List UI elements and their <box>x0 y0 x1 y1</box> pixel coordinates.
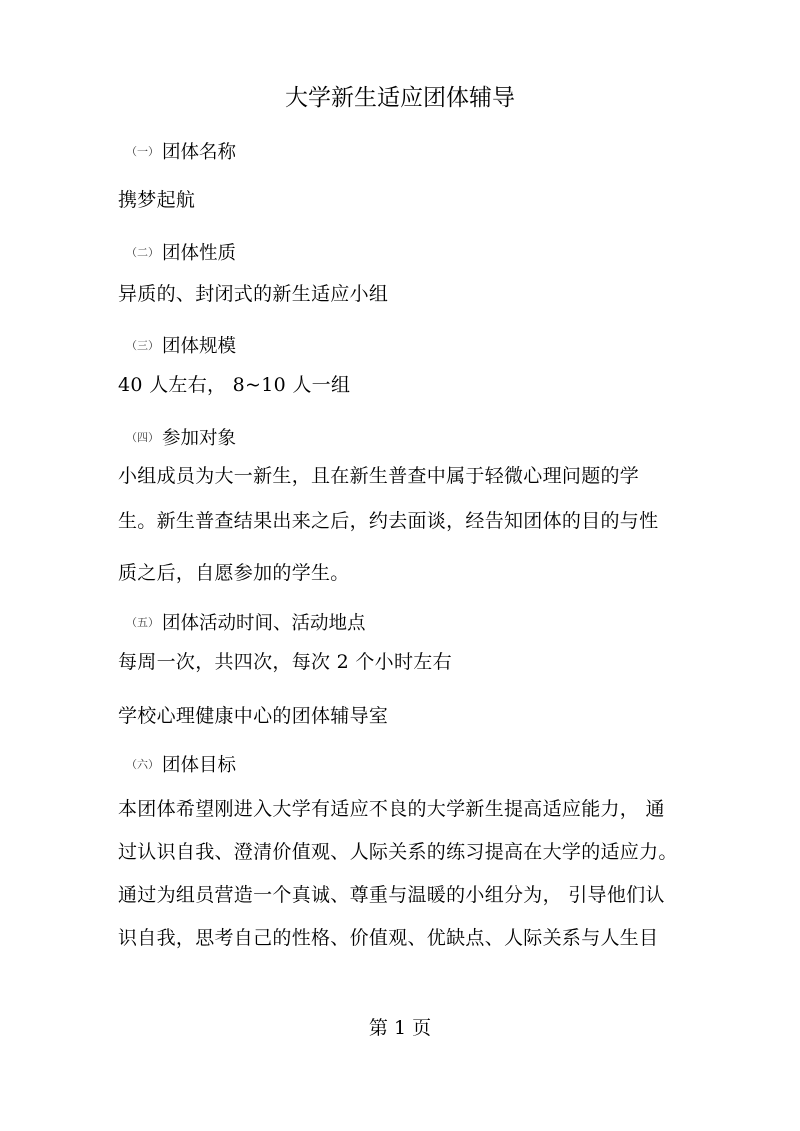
section-number: （二） <box>126 246 159 259</box>
section-text: 过认识自我、澄清价值观、人际关系的练习提高在大学的适应力。 <box>118 841 678 863</box>
section-text: 本团体希望刚进入大学有适应不良的大学新生提高适应能力， 通 <box>118 798 665 820</box>
section-title: 团体目标 <box>162 755 237 776</box>
section-title: 团体规模 <box>162 336 237 357</box>
section-text: 异质的、封闭式的新生适应小组 <box>118 283 389 305</box>
section-title: 团体性质 <box>162 243 237 264</box>
document-title: 大学新生适应团体辅导 <box>285 85 515 111</box>
section-number: （一） <box>126 145 159 158</box>
section-number: （六） <box>126 758 159 771</box>
section-title: 团体活动时间、活动地点 <box>162 613 366 634</box>
section-number: （五） <box>126 616 159 629</box>
section-title: 参加对象 <box>162 428 237 449</box>
section-text: 小组成员为大一新生，且在新生普查中属于轻微心理问题的学 <box>118 465 640 487</box>
section-title: 团体名称 <box>162 142 237 163</box>
section-text: 每周一次，共四次，每次 2 个小时左右 <box>118 651 452 673</box>
section-text: 学校心理健康中心的团体辅导室 <box>118 705 389 727</box>
section-heading-2 <box>126 241 236 267</box>
section-text: 质之后，自愿参加的学生。 <box>118 562 350 584</box>
section-number: （四） <box>126 431 159 444</box>
section-number: （三） <box>126 339 159 352</box>
page-number: 第 1 页 <box>368 1017 432 1039</box>
section-text: 通过为组员营造一个真诚、尊重与温暖的小组分为， 引导他们认 <box>118 884 665 906</box>
section-text: 40 人左右， 8~10 人一组 <box>118 374 351 396</box>
section-heading-1 <box>126 140 236 166</box>
section-text: 识自我，思考自己的性格、价值观、优缺点、人际关系与人生目 <box>118 927 659 949</box>
section-text: 生。新生普查结果出来之后，约去面谈，经告知团体的目的与性 <box>118 510 659 532</box>
section-heading-5 <box>126 611 366 637</box>
section-heading-4 <box>126 426 236 452</box>
section-heading-3 <box>126 334 236 360</box>
section-heading-6 <box>126 753 236 779</box>
section-text: 携梦起航 <box>118 189 196 211</box>
